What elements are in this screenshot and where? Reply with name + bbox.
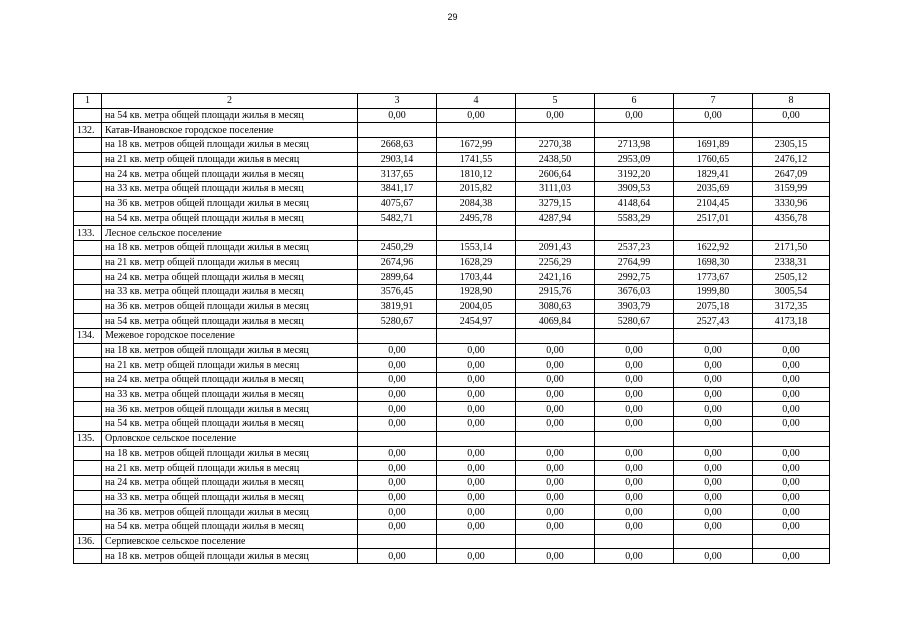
value-cell: 0,00: [516, 402, 595, 417]
value-cell: 3159,99: [753, 182, 830, 197]
value-cell: 3676,03: [595, 284, 674, 299]
value-cell: 0,00: [358, 461, 437, 476]
value-cell: 2713,98: [595, 138, 674, 153]
value-cell: 3111,03: [516, 182, 595, 197]
value-cell: 3137,65: [358, 167, 437, 182]
row-description: на 18 кв. метров общей площади жилья в месяц: [102, 549, 358, 564]
value-cell: [437, 123, 516, 138]
value-cell: 0,00: [595, 343, 674, 358]
value-cell: 0,00: [358, 519, 437, 534]
value-cell: 2454,97: [437, 314, 516, 329]
value-cell: 0,00: [358, 417, 437, 432]
value-cell: 4287,94: [516, 211, 595, 226]
row-number: [74, 446, 102, 461]
value-cell: [753, 329, 830, 344]
settlement-row: [74, 329, 830, 344]
value-cell: 3080,63: [516, 299, 595, 314]
value-cell: [753, 431, 830, 446]
table-row: [74, 240, 830, 255]
value-cell: 2517,01: [674, 211, 753, 226]
value-cell: 0,00: [674, 475, 753, 490]
value-cell: 1622,92: [674, 240, 753, 255]
value-cell: [753, 123, 830, 138]
value-cell: [595, 226, 674, 241]
value-cell: 0,00: [437, 461, 516, 476]
value-cell: 0,00: [437, 549, 516, 564]
value-cell: 0,00: [358, 490, 437, 505]
value-cell: 0,00: [595, 402, 674, 417]
value-cell: 1760,65: [674, 152, 753, 167]
value-cell: 1773,67: [674, 270, 753, 285]
value-cell: [358, 226, 437, 241]
value-cell: [674, 123, 753, 138]
value-cell: [595, 534, 674, 549]
row-description: на 21 кв. метр общей площади жилья в месяц: [102, 152, 358, 167]
value-cell: 0,00: [437, 490, 516, 505]
row-number: 133.: [74, 226, 102, 241]
value-cell: 0,00: [437, 373, 516, 388]
value-cell: 4075,67: [358, 196, 437, 211]
value-cell: 0,00: [753, 358, 830, 373]
row-number: 134.: [74, 329, 102, 344]
row-description: на 54 кв. метра общей площади жилья в месяц: [102, 314, 358, 329]
value-cell: 2899,64: [358, 270, 437, 285]
row-number: 135.: [74, 431, 102, 446]
value-cell: 2505,12: [753, 270, 830, 285]
value-cell: 0,00: [358, 343, 437, 358]
table-row: [74, 138, 830, 153]
value-cell: 0,00: [358, 549, 437, 564]
value-cell: 2075,18: [674, 299, 753, 314]
value-cell: 0,00: [674, 402, 753, 417]
value-cell: 2035,69: [674, 182, 753, 197]
value-cell: 0,00: [437, 343, 516, 358]
table-row: [74, 387, 830, 402]
row-description: на 24 кв. метра общей площади жилья в месяц: [102, 475, 358, 490]
table-row: [74, 182, 830, 197]
value-cell: 2606,64: [516, 167, 595, 182]
value-cell: 2674,96: [358, 255, 437, 270]
row-number: [74, 475, 102, 490]
value-cell: 2537,23: [595, 240, 674, 255]
value-cell: 0,00: [516, 475, 595, 490]
table-row: [74, 167, 830, 182]
value-cell: 0,00: [516, 461, 595, 476]
settlement-row: [74, 123, 830, 138]
value-cell: 0,00: [753, 387, 830, 402]
value-cell: 0,00: [595, 461, 674, 476]
value-cell: 4069,84: [516, 314, 595, 329]
value-cell: 3576,45: [358, 284, 437, 299]
value-cell: [595, 329, 674, 344]
value-cell: 2015,82: [437, 182, 516, 197]
header-cell: 1: [74, 94, 102, 109]
value-cell: 0,00: [437, 475, 516, 490]
value-cell: [437, 534, 516, 549]
row-number: 132.: [74, 123, 102, 138]
value-cell: 0,00: [595, 475, 674, 490]
value-cell: 0,00: [674, 490, 753, 505]
value-cell: 0,00: [437, 387, 516, 402]
row-number: [74, 549, 102, 564]
settlement-name: Лесное сельское поселение: [102, 226, 358, 241]
row-description: на 18 кв. метров общей площади жилья в месяц: [102, 240, 358, 255]
value-cell: 0,00: [753, 446, 830, 461]
row-number: [74, 182, 102, 197]
settlement-row: [74, 534, 830, 549]
row-description: на 54 кв. метра общей площади жилья в месяц: [102, 417, 358, 432]
table-row: [74, 343, 830, 358]
value-cell: [674, 431, 753, 446]
settlement-name: Межевое городское поселение: [102, 329, 358, 344]
value-cell: 0,00: [753, 490, 830, 505]
value-cell: 2270,38: [516, 138, 595, 153]
value-cell: [437, 226, 516, 241]
value-cell: 0,00: [358, 358, 437, 373]
value-cell: 0,00: [674, 417, 753, 432]
row-description: на 21 кв. метр общей площади жилья в месяц: [102, 358, 358, 373]
value-cell: [516, 329, 595, 344]
value-cell: [516, 226, 595, 241]
value-cell: [358, 534, 437, 549]
value-cell: 2903,14: [358, 152, 437, 167]
value-cell: 0,00: [753, 108, 830, 123]
value-cell: 4148,64: [595, 196, 674, 211]
row-number: [74, 284, 102, 299]
value-cell: 0,00: [674, 358, 753, 373]
value-cell: 0,00: [595, 505, 674, 520]
value-cell: 3172,35: [753, 299, 830, 314]
value-cell: 0,00: [674, 505, 753, 520]
value-cell: 2256,29: [516, 255, 595, 270]
table-row: [74, 505, 830, 520]
value-cell: 0,00: [437, 108, 516, 123]
table-row: [74, 446, 830, 461]
value-cell: 2495,78: [437, 211, 516, 226]
value-cell: 0,00: [358, 402, 437, 417]
value-cell: [753, 226, 830, 241]
value-cell: 5280,67: [595, 314, 674, 329]
value-cell: [595, 431, 674, 446]
value-cell: 2647,09: [753, 167, 830, 182]
value-cell: 2004,05: [437, 299, 516, 314]
value-cell: 0,00: [437, 446, 516, 461]
value-cell: 0,00: [358, 373, 437, 388]
value-cell: [437, 431, 516, 446]
value-cell: 0,00: [595, 490, 674, 505]
value-cell: [674, 226, 753, 241]
value-cell: 0,00: [595, 549, 674, 564]
value-cell: 0,00: [595, 446, 674, 461]
value-cell: [437, 329, 516, 344]
header-cell: 3: [358, 94, 437, 109]
value-cell: [358, 431, 437, 446]
row-description: на 18 кв. метров общей площади жилья в месяц: [102, 446, 358, 461]
value-cell: 1928,90: [437, 284, 516, 299]
value-cell: [595, 123, 674, 138]
row-description: на 33 кв. метра общей площади жилья в месяц: [102, 182, 358, 197]
value-cell: 0,00: [358, 475, 437, 490]
value-cell: 3005,54: [753, 284, 830, 299]
row-description: на 54 кв. метра общей площади жилья в месяц: [102, 108, 358, 123]
row-number: [74, 108, 102, 123]
value-cell: 0,00: [516, 446, 595, 461]
row-description: на 24 кв. метра общей площади жилья в месяц: [102, 270, 358, 285]
row-description: на 54 кв. метра общей площади жилья в месяц: [102, 211, 358, 226]
value-cell: 0,00: [516, 549, 595, 564]
value-cell: 4173,18: [753, 314, 830, 329]
table-row: [74, 255, 830, 270]
row-description: на 24 кв. метра общей площади жилья в месяц: [102, 373, 358, 388]
row-number: [74, 373, 102, 388]
value-cell: 2668,63: [358, 138, 437, 153]
table-row: [74, 490, 830, 505]
value-cell: 0,00: [516, 373, 595, 388]
value-cell: 0,00: [358, 108, 437, 123]
value-cell: 0,00: [674, 461, 753, 476]
row-number: [74, 387, 102, 402]
table-row: [74, 461, 830, 476]
row-number: [74, 358, 102, 373]
header-cell: 5: [516, 94, 595, 109]
row-description: на 33 кв. метра общей площади жилья в месяц: [102, 284, 358, 299]
value-cell: 0,00: [516, 358, 595, 373]
row-description: на 54 кв. метра общей площади жилья в месяц: [102, 519, 358, 534]
value-cell: 0,00: [437, 402, 516, 417]
row-number: [74, 255, 102, 270]
value-cell: 1691,89: [674, 138, 753, 153]
page-number: 29: [447, 12, 458, 22]
table-row: [74, 284, 830, 299]
value-cell: 1628,29: [437, 255, 516, 270]
value-cell: 0,00: [753, 461, 830, 476]
table-row: [74, 373, 830, 388]
value-cell: 0,00: [595, 417, 674, 432]
header-cell: 8: [753, 94, 830, 109]
table-row: [74, 402, 830, 417]
value-cell: 0,00: [674, 549, 753, 564]
table-row: [74, 549, 830, 564]
value-cell: 2764,99: [595, 255, 674, 270]
row-number: [74, 211, 102, 226]
value-cell: 1829,41: [674, 167, 753, 182]
header-cell: 2: [102, 94, 358, 109]
value-cell: 0,00: [437, 505, 516, 520]
value-cell: 0,00: [753, 549, 830, 564]
row-number: [74, 152, 102, 167]
value-cell: 0,00: [358, 387, 437, 402]
value-cell: 2421,16: [516, 270, 595, 285]
value-cell: 3330,96: [753, 196, 830, 211]
tariff-table: [73, 93, 830, 564]
value-cell: 0,00: [516, 417, 595, 432]
header-cell: 7: [674, 94, 753, 109]
row-number: [74, 240, 102, 255]
value-cell: [358, 123, 437, 138]
row-description: на 18 кв. метров общей площади жилья в месяц: [102, 343, 358, 358]
value-cell: 0,00: [595, 387, 674, 402]
row-number: 136.: [74, 534, 102, 549]
value-cell: 0,00: [674, 446, 753, 461]
row-number: [74, 196, 102, 211]
table-row: [74, 152, 830, 167]
row-number: [74, 417, 102, 432]
value-cell: 0,00: [753, 402, 830, 417]
settlement-name: Серпиевское сельское поселение: [102, 534, 358, 549]
value-cell: 0,00: [753, 519, 830, 534]
value-cell: 0,00: [753, 417, 830, 432]
value-cell: 1810,12: [437, 167, 516, 182]
table-row: [74, 196, 830, 211]
value-cell: 1698,30: [674, 255, 753, 270]
value-cell: [753, 534, 830, 549]
value-cell: 2084,38: [437, 196, 516, 211]
header-cell: 4: [437, 94, 516, 109]
value-cell: 1999,80: [674, 284, 753, 299]
value-cell: 4356,78: [753, 211, 830, 226]
value-cell: 2953,09: [595, 152, 674, 167]
value-cell: 2992,75: [595, 270, 674, 285]
value-cell: 0,00: [516, 343, 595, 358]
value-cell: 0,00: [595, 519, 674, 534]
row-description: на 33 кв. метра общей площади жилья в месяц: [102, 490, 358, 505]
value-cell: 2438,50: [516, 152, 595, 167]
value-cell: 0,00: [674, 387, 753, 402]
row-description: на 36 кв. метров общей площади жилья в месяц: [102, 402, 358, 417]
row-number: [74, 299, 102, 314]
value-cell: 2171,50: [753, 240, 830, 255]
value-cell: [358, 329, 437, 344]
row-description: на 36 кв. метров общей площади жилья в месяц: [102, 505, 358, 520]
value-cell: 0,00: [437, 358, 516, 373]
table-row: [74, 519, 830, 534]
value-cell: 3192,20: [595, 167, 674, 182]
value-cell: 3819,91: [358, 299, 437, 314]
value-cell: 0,00: [753, 343, 830, 358]
value-cell: [516, 431, 595, 446]
value-cell: 1703,44: [437, 270, 516, 285]
row-number: [74, 270, 102, 285]
value-cell: 5280,67: [358, 314, 437, 329]
value-cell: 0,00: [516, 387, 595, 402]
settlement-row: [74, 431, 830, 446]
value-cell: 0,00: [595, 358, 674, 373]
row-description: на 24 кв. метра общей площади жилья в месяц: [102, 167, 358, 182]
row-description: на 21 кв. метр общей площади жилья в месяц: [102, 255, 358, 270]
value-cell: [516, 123, 595, 138]
row-description: на 21 кв. метр общей площади жилья в месяц: [102, 461, 358, 476]
value-cell: 0,00: [516, 519, 595, 534]
row-number: [74, 490, 102, 505]
value-cell: 0,00: [753, 373, 830, 388]
row-description: на 36 кв. метров общей площади жилья в месяц: [102, 196, 358, 211]
table-row: [74, 314, 830, 329]
value-cell: 2104,45: [674, 196, 753, 211]
row-number: [74, 343, 102, 358]
header-cell: 6: [595, 94, 674, 109]
table-row: [74, 299, 830, 314]
table-row: [74, 475, 830, 490]
value-cell: 1553,14: [437, 240, 516, 255]
value-cell: 2305,15: [753, 138, 830, 153]
row-description: на 18 кв. метров общей площади жилья в месяц: [102, 138, 358, 153]
value-cell: 2450,29: [358, 240, 437, 255]
row-number: [74, 138, 102, 153]
value-cell: 2915,76: [516, 284, 595, 299]
table-row: [74, 211, 830, 226]
table-body: [74, 94, 830, 564]
row-number: [74, 519, 102, 534]
value-cell: 0,00: [753, 505, 830, 520]
value-cell: [516, 534, 595, 549]
value-cell: 0,00: [358, 505, 437, 520]
settlement-row: [74, 226, 830, 241]
table-row: [74, 108, 830, 123]
value-cell: 1741,55: [437, 152, 516, 167]
row-number: [74, 314, 102, 329]
value-cell: 3841,17: [358, 182, 437, 197]
row-number: [74, 167, 102, 182]
value-cell: 0,00: [437, 519, 516, 534]
value-cell: 0,00: [674, 373, 753, 388]
value-cell: 0,00: [674, 519, 753, 534]
table-row: [74, 358, 830, 373]
value-cell: 0,00: [516, 490, 595, 505]
table-header-row: [74, 94, 830, 109]
settlement-name: Катав-Ивановское городское поселение: [102, 123, 358, 138]
value-cell: 0,00: [516, 108, 595, 123]
row-number: [74, 461, 102, 476]
value-cell: 0,00: [516, 505, 595, 520]
value-cell: 0,00: [753, 475, 830, 490]
row-number: [74, 505, 102, 520]
value-cell: 0,00: [437, 417, 516, 432]
value-cell: 5583,29: [595, 211, 674, 226]
value-cell: 0,00: [358, 446, 437, 461]
value-cell: 2476,12: [753, 152, 830, 167]
settlement-name: Орловское сельское поселение: [102, 431, 358, 446]
value-cell: [674, 534, 753, 549]
value-cell: 1672,99: [437, 138, 516, 153]
value-cell: 0,00: [595, 108, 674, 123]
table-row: [74, 270, 830, 285]
row-number: [74, 402, 102, 417]
row-description: на 33 кв. метра общей площади жилья в месяц: [102, 387, 358, 402]
value-cell: 3909,53: [595, 182, 674, 197]
row-description: на 36 кв. метров общей площади жилья в месяц: [102, 299, 358, 314]
value-cell: 2527,43: [674, 314, 753, 329]
value-cell: 5482,71: [358, 211, 437, 226]
value-cell: 0,00: [595, 373, 674, 388]
value-cell: [674, 329, 753, 344]
value-cell: 2091,43: [516, 240, 595, 255]
value-cell: 3279,15: [516, 196, 595, 211]
value-cell: 3903,79: [595, 299, 674, 314]
value-cell: 0,00: [674, 343, 753, 358]
value-cell: 2338,31: [753, 255, 830, 270]
table-row: [74, 417, 830, 432]
value-cell: 0,00: [674, 108, 753, 123]
